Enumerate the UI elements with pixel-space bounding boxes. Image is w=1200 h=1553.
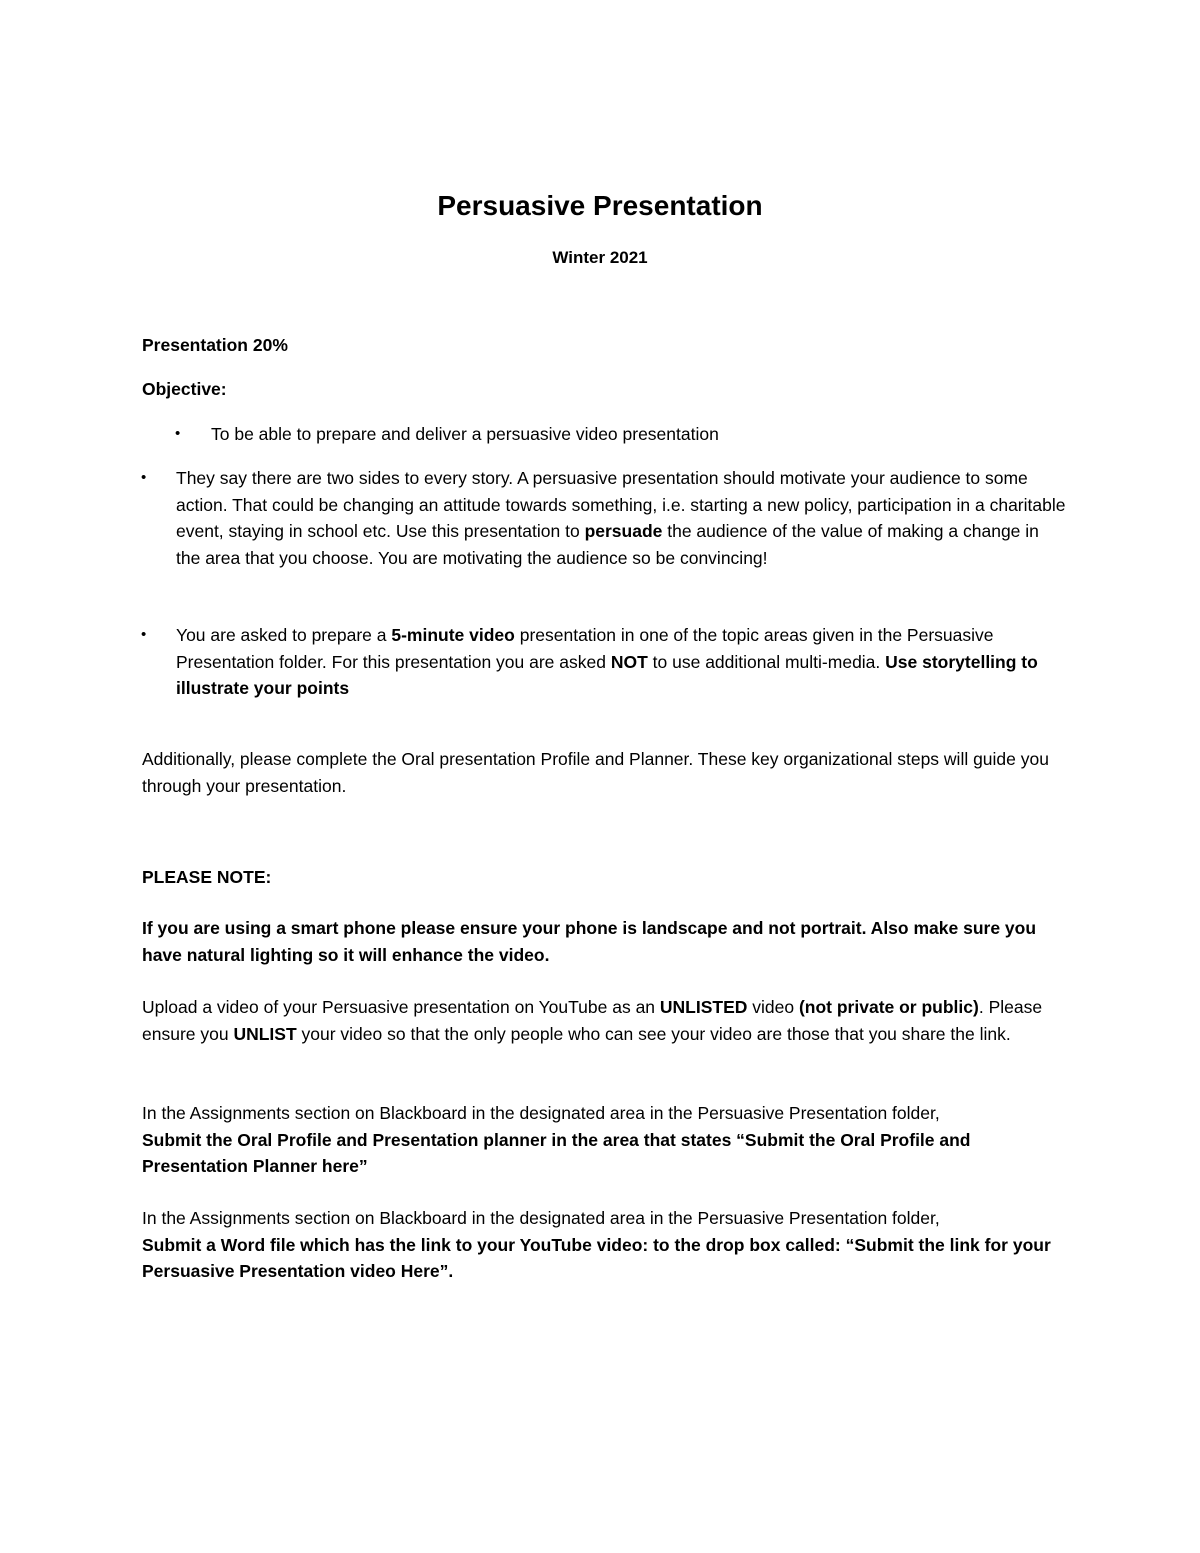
please-note-heading: PLEASE NOTE: <box>142 867 272 887</box>
two-sides-paragraph <box>176 465 1066 571</box>
paragraph-text: In the Assignments section on Blackboard in the designated area in the Persuasive Presentation folder, <box>142 1103 940 1123</box>
document-title: Persuasive Presentation <box>437 190 763 221</box>
bullet-marker: • <box>175 425 181 442</box>
emphasis-text: Submit the Oral Profile and Presentation planner in the area that states “Submit the Oral Profile and Presentation Planner here” <box>142 1129 971 1176</box>
bullet-marker: • <box>141 626 147 643</box>
emphasis-text: 5-minute video <box>391 625 515 645</box>
assignment-oral-profile-paragraph <box>142 1100 1062 1180</box>
bullet-marker: • <box>141 469 147 486</box>
paragraph-text: In the Assignments section on Blackboard in the designated area in the Persuasive Presentation folder, <box>142 1208 940 1228</box>
emphasis-text: persuade <box>584 521 663 541</box>
assignment-video-link-paragraph <box>142 1205 1062 1285</box>
paragraph-text: to use additional multi-media. <box>647 651 886 672</box>
emphasis-text: Use storytelling to illustrate your points <box>176 651 1038 698</box>
emphasis-text: UNLISTED <box>659 997 748 1017</box>
additionally-paragraph: Additionally, please complete the Oral presentation Profile and Planner. These key organizational steps will guide you through your presentation. <box>142 749 1049 796</box>
objective-heading: Objective: <box>142 379 227 399</box>
objective-bullet-text: To be able to prepare and deliver a persuasive video presentation <box>211 424 719 444</box>
video-requirements-paragraph <box>176 622 1066 702</box>
paragraph-text: . Please ensure you <box>142 997 1043 1044</box>
document-subtitle: Winter 2021 <box>552 248 648 267</box>
paragraph-text: video <box>747 997 799 1017</box>
smartphone-note: If you are using a smart phone please ensure your phone is landscape and not portrait. Also make sure you have natural lighting so it will enhance the video. <box>142 918 1037 965</box>
paragraph-text: Upload a video of your Persuasive presentation on YouTube as an <box>142 997 660 1017</box>
paragraph-text: the audience of the value of making a change in the area that you choose. You are motivating the audience so be convincing! <box>176 521 1039 568</box>
emphasis-text: NOT <box>610 651 648 672</box>
paragraph-text: presentation in one of the topic areas given in the Persuasive Presentation folder. For this presentation you are asked <box>176 625 994 672</box>
paragraph-text: your video so that the only people who can see your video are those that you share the link. <box>296 1023 1011 1044</box>
emphasis-text: Submit a Word file which has the link to your YouTube video: to the drop box called: “Submit the link for your Persuasive Presentation video Here”. <box>142 1234 1051 1281</box>
weight-heading: Presentation 20% <box>142 335 288 355</box>
paragraph-text: You are asked to prepare a <box>176 625 392 645</box>
upload-paragraph <box>142 994 1062 1047</box>
emphasis-text: (not private or public) <box>798 997 979 1017</box>
paragraph-text: They say there are two sides to every story. A persuasive presentation should motivate your audience to some action. That could be changing an attitude towards something, i.e. starting a new policy, participation in a charitable event, staying in school etc. Use this presentation to <box>176 468 1066 541</box>
emphasis-text: UNLIST <box>233 1023 297 1044</box>
